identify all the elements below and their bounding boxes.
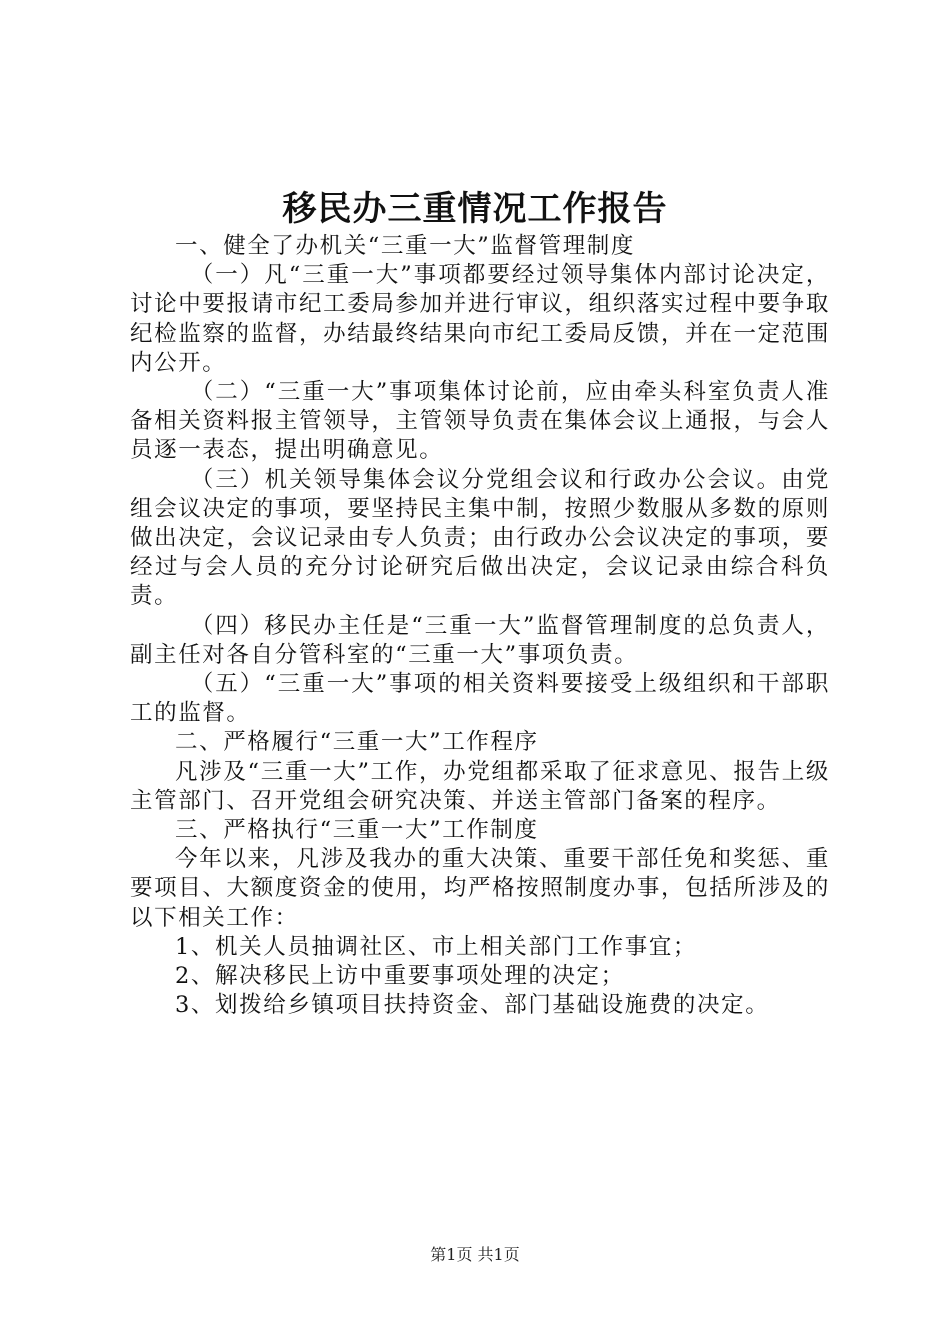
section-heading-2: 二、严格履行“三重一大”工作程序	[175, 729, 539, 756]
paragraph-item-3: （三）机关领导集体会议分党组会议和行政办公会议。由党组会议决定的事项，要坚持民主集中制，按照少数服从多数的原则做出决定，会议记录由专人负责；由行政办公会议决定的事项，要经过与会人员的充分讨论研究后做出决定，会议记录由综合科负责。	[130, 466, 830, 610]
paragraph-item-2: （二）“三重一大”事项集体讨论前，应由牵头科室负责人准备相关资料报主管领导，主管领导负责在集体会议上通报，与会人员逐一表态，提出明确意见。	[130, 379, 830, 464]
document-body	[130, 232, 830, 1020]
section-heading-1: 一、健全了办机关“三重一大”监督管理制度	[175, 233, 636, 259]
page-footer: 第1页 共1页	[430, 1245, 520, 1264]
paragraph-implementation: 今年以来，凡涉及我办的重大决策、重要干部任免和奖惩、重要项目、大额度资金的使用，均严格按照制度办事，包括所涉及的以下相关工作：	[130, 846, 830, 931]
paragraph-item-1: （一）凡“三重一大”事项都要经过领导集体内部讨论决定，讨论中要报请市纪工委局参加并进行审议，组织落实过程中要争取纪检监察的监督，办结最终结果向市纪工委局反馈，并在一定范围内公开。	[130, 262, 830, 376]
section-heading-3: 三、严格执行“三重一大”工作制度	[175, 817, 539, 844]
document-title: 移民办三重情况工作报告	[282, 189, 668, 229]
list-item-3: 3、划拨给乡镇项目扶持资金、部门基础设施费的决定。	[175, 992, 770, 1019]
paragraph-item-4: （四）移民办主任是“三重一大”监督管理制度的总负责人，副主任对各自分管科室的“三重一大”事项负责。	[130, 612, 830, 668]
paragraph-procedure: 凡涉及“三重一大”工作，办党组都采取了征求意见、报告上级主管部门、召开党组会研究决策、并送主管部门备案的程序。	[130, 758, 830, 814]
list-item-1: 1、机关人员抽调社区、市上相关部门工作事宜；	[175, 933, 698, 960]
paragraph-item-5: （五）“三重一大”事项的相关资料要接受上级组织和干部职工的监督。	[130, 671, 830, 727]
list-item-2: 2、解决移民上访中重要事项处理的决定；	[175, 963, 625, 990]
